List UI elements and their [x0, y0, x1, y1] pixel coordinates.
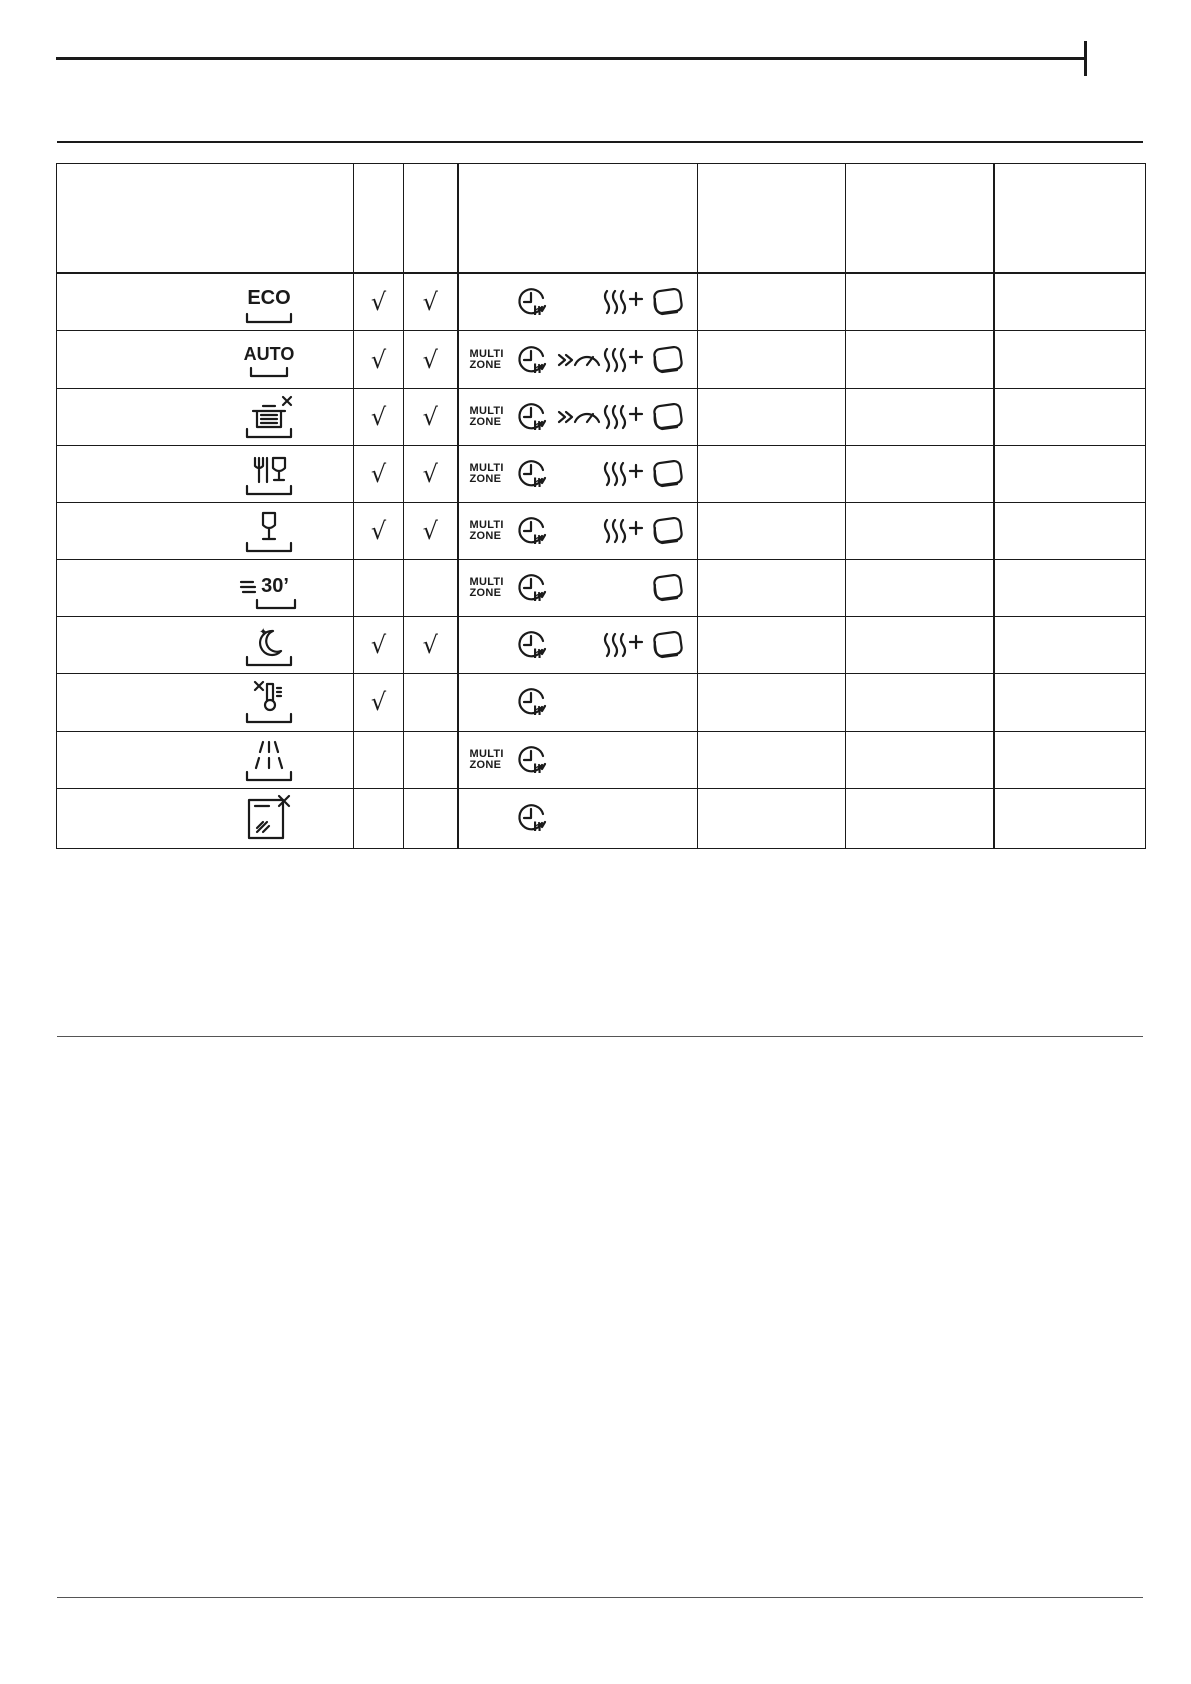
options-cell	[458, 731, 698, 788]
svg-text:h: h	[532, 761, 542, 776]
check-cell	[404, 273, 458, 331]
checkmark	[404, 732, 457, 788]
checkmark: √	[370, 517, 387, 546]
tablet-icon	[650, 630, 684, 660]
tablet-icon	[650, 287, 684, 317]
checkmark	[404, 560, 457, 616]
delay-start-clock-icon	[514, 400, 548, 434]
check-cell	[354, 788, 404, 848]
checkmark: √	[422, 517, 438, 546]
multizone-line1: MULTI	[469, 404, 504, 417]
empty-cell	[698, 788, 846, 848]
delay-start-clock-icon	[514, 628, 548, 662]
auto-program-icon	[237, 336, 301, 384]
hygiene-program-icon	[237, 678, 301, 726]
delay-start-clock-icon	[514, 285, 548, 319]
check-cell	[404, 731, 458, 788]
extra-dry-heat-icon	[602, 459, 644, 489]
multizone-line1: MULTI	[469, 347, 504, 360]
checkmark: √	[370, 688, 387, 717]
eco-program-icon	[237, 278, 301, 326]
empty-cell	[698, 731, 846, 788]
program-cell	[57, 331, 354, 388]
multizone-line2: ZONE	[469, 472, 502, 485]
prewash-program-icon	[237, 736, 301, 784]
empty-cell	[698, 502, 846, 559]
empty-cell	[698, 445, 846, 502]
check-cell	[354, 273, 404, 331]
empty-cell	[994, 731, 1146, 788]
extra-dry-heat-icon	[602, 345, 644, 375]
checkmark: √	[422, 459, 438, 488]
checkmark	[404, 789, 457, 848]
empty-cell	[994, 273, 1146, 331]
options-cell	[458, 502, 698, 559]
checkmark: √	[422, 345, 438, 374]
checkmark	[354, 560, 403, 616]
empty-cell	[994, 445, 1146, 502]
empty-cell	[698, 273, 846, 331]
program-cell	[57, 502, 354, 559]
header-cell-program	[57, 164, 354, 274]
multizone-line2: ZONE	[469, 758, 502, 771]
section-rule	[57, 141, 1143, 143]
options-cell	[458, 674, 698, 731]
svg-text:h: h	[532, 704, 542, 719]
speed-boost-icon	[557, 404, 601, 430]
check-cell	[404, 445, 458, 502]
check-cell	[404, 788, 458, 848]
header-cell-col2	[404, 164, 458, 274]
delay-start-clock-icon	[514, 514, 548, 548]
check-cell	[354, 445, 404, 502]
check-cell	[404, 560, 458, 617]
svg-text:h: h	[532, 820, 542, 835]
empty-cell	[994, 617, 1146, 674]
empty-cell	[846, 560, 994, 617]
checkmark: √	[370, 459, 387, 488]
empty-cell	[698, 388, 846, 445]
svg-text:h: h	[532, 418, 542, 433]
table-header-row	[57, 164, 1146, 274]
top-tick-mark	[1084, 41, 1087, 76]
table-row	[57, 331, 1146, 388]
program-icon-text: ECO	[247, 287, 291, 310]
program-cell	[57, 560, 354, 617]
table-row	[57, 617, 1146, 674]
checkmark	[354, 732, 403, 788]
self-clean-program-icon	[237, 794, 301, 842]
header-cell-col5	[846, 164, 994, 274]
program-icon-text: 30’	[261, 575, 289, 598]
tablet-icon	[650, 345, 684, 375]
intensive-pot-program-icon	[237, 393, 301, 441]
multizone-label	[470, 577, 504, 599]
empty-cell	[994, 560, 1146, 617]
table-row	[57, 731, 1146, 788]
empty-cell	[994, 788, 1146, 848]
options-cell	[458, 445, 698, 502]
tablet-icon	[650, 402, 684, 432]
check-cell	[404, 502, 458, 559]
empty-cell	[846, 788, 994, 848]
header-cell-options	[458, 164, 698, 274]
empty-cell	[698, 331, 846, 388]
svg-text:h: h	[532, 647, 542, 662]
table-row	[57, 445, 1146, 502]
check-cell	[354, 560, 404, 617]
empty-cell	[846, 331, 994, 388]
multizone-line2: ZONE	[469, 415, 502, 428]
check-cell	[404, 674, 458, 731]
quick-30-program-icon	[237, 564, 301, 612]
empty-cell	[846, 617, 994, 674]
check-cell	[404, 331, 458, 388]
footer-rule	[57, 1597, 1143, 1598]
empty-cell	[994, 388, 1146, 445]
extra-dry-heat-icon	[602, 402, 644, 432]
program-cell	[57, 674, 354, 731]
multizone-label	[470, 349, 504, 371]
glass-cutlery-program-icon	[237, 450, 301, 498]
empty-cell	[846, 674, 994, 731]
empty-cell	[846, 388, 994, 445]
tablet-icon	[650, 516, 684, 546]
options-cell	[458, 388, 698, 445]
section-rule-lower	[57, 1036, 1143, 1037]
options-cell	[458, 788, 698, 848]
checkmark: √	[370, 345, 387, 374]
program-icon-text: AUTO	[243, 343, 295, 364]
table-row	[57, 502, 1146, 559]
check-cell	[354, 331, 404, 388]
program-table	[56, 163, 1146, 849]
header-cell-col6	[994, 164, 1146, 274]
options-cell	[458, 617, 698, 674]
check-cell	[354, 674, 404, 731]
multizone-label	[470, 520, 504, 542]
program-cell	[57, 273, 354, 331]
tablet-icon	[650, 459, 684, 489]
extra-dry-heat-icon	[602, 516, 644, 546]
delay-start-clock-icon	[514, 571, 548, 605]
multizone-label	[470, 463, 504, 485]
empty-cell	[846, 445, 994, 502]
svg-text:✦: ✦	[259, 627, 268, 639]
table-row	[57, 388, 1146, 445]
checkmark: √	[370, 631, 387, 660]
table-row	[57, 560, 1146, 617]
top-rule	[56, 57, 1085, 60]
check-cell	[354, 617, 404, 674]
empty-cell	[994, 674, 1146, 731]
delay-start-clock-icon	[514, 801, 548, 835]
svg-text:h: h	[532, 590, 542, 605]
empty-cell	[698, 560, 846, 617]
check-cell	[404, 388, 458, 445]
night-program-icon	[237, 621, 301, 669]
checkmark: √	[422, 631, 438, 660]
checkmark: √	[370, 402, 387, 431]
table-row	[57, 273, 1146, 331]
multizone-line1: MULTI	[469, 747, 504, 760]
program-cell	[57, 388, 354, 445]
svg-text:h: h	[532, 533, 542, 548]
check-cell	[354, 731, 404, 788]
delay-start-clock-icon	[514, 457, 548, 491]
extra-dry-heat-icon	[602, 287, 644, 317]
empty-cell	[846, 502, 994, 559]
multizone-line2: ZONE	[469, 587, 502, 600]
multizone-label	[470, 749, 504, 771]
program-cell	[57, 731, 354, 788]
svg-text:h: h	[532, 361, 542, 376]
tablet-icon	[650, 573, 684, 603]
svg-text:h: h	[532, 475, 542, 490]
glass-program-icon	[237, 507, 301, 555]
multizone-line1: MULTI	[469, 519, 504, 532]
delay-start-clock-icon	[514, 343, 548, 377]
table-row	[57, 788, 1146, 848]
empty-cell	[698, 674, 846, 731]
empty-cell	[994, 502, 1146, 559]
checkmark	[404, 674, 457, 730]
extra-dry-heat-icon	[602, 630, 644, 660]
svg-text:h: h	[532, 304, 542, 319]
empty-cell	[846, 731, 994, 788]
speed-boost-icon	[557, 347, 601, 373]
multizone-line2: ZONE	[469, 358, 502, 371]
checkmark: √	[422, 288, 438, 317]
empty-cell	[698, 617, 846, 674]
checkmark: √	[370, 288, 387, 317]
checkmark	[354, 789, 403, 848]
multizone-label	[470, 406, 504, 428]
delay-start-clock-icon	[514, 743, 548, 777]
delay-start-clock-icon	[514, 685, 548, 719]
check-cell	[354, 388, 404, 445]
program-cell	[57, 445, 354, 502]
checkmark: √	[422, 402, 438, 431]
program-cell	[57, 617, 354, 674]
multizone-line1: MULTI	[469, 461, 504, 474]
header-cell-col4	[698, 164, 846, 274]
empty-cell	[994, 331, 1146, 388]
empty-cell	[846, 273, 994, 331]
multizone-line1: MULTI	[469, 576, 504, 589]
program-cell	[57, 788, 354, 848]
options-cell	[458, 331, 698, 388]
table-row	[57, 674, 1146, 731]
multizone-line2: ZONE	[469, 530, 502, 543]
options-cell	[458, 560, 698, 617]
header-cell-col1	[354, 164, 404, 274]
check-cell	[404, 617, 458, 674]
check-cell	[354, 502, 404, 559]
options-cell	[458, 273, 698, 331]
